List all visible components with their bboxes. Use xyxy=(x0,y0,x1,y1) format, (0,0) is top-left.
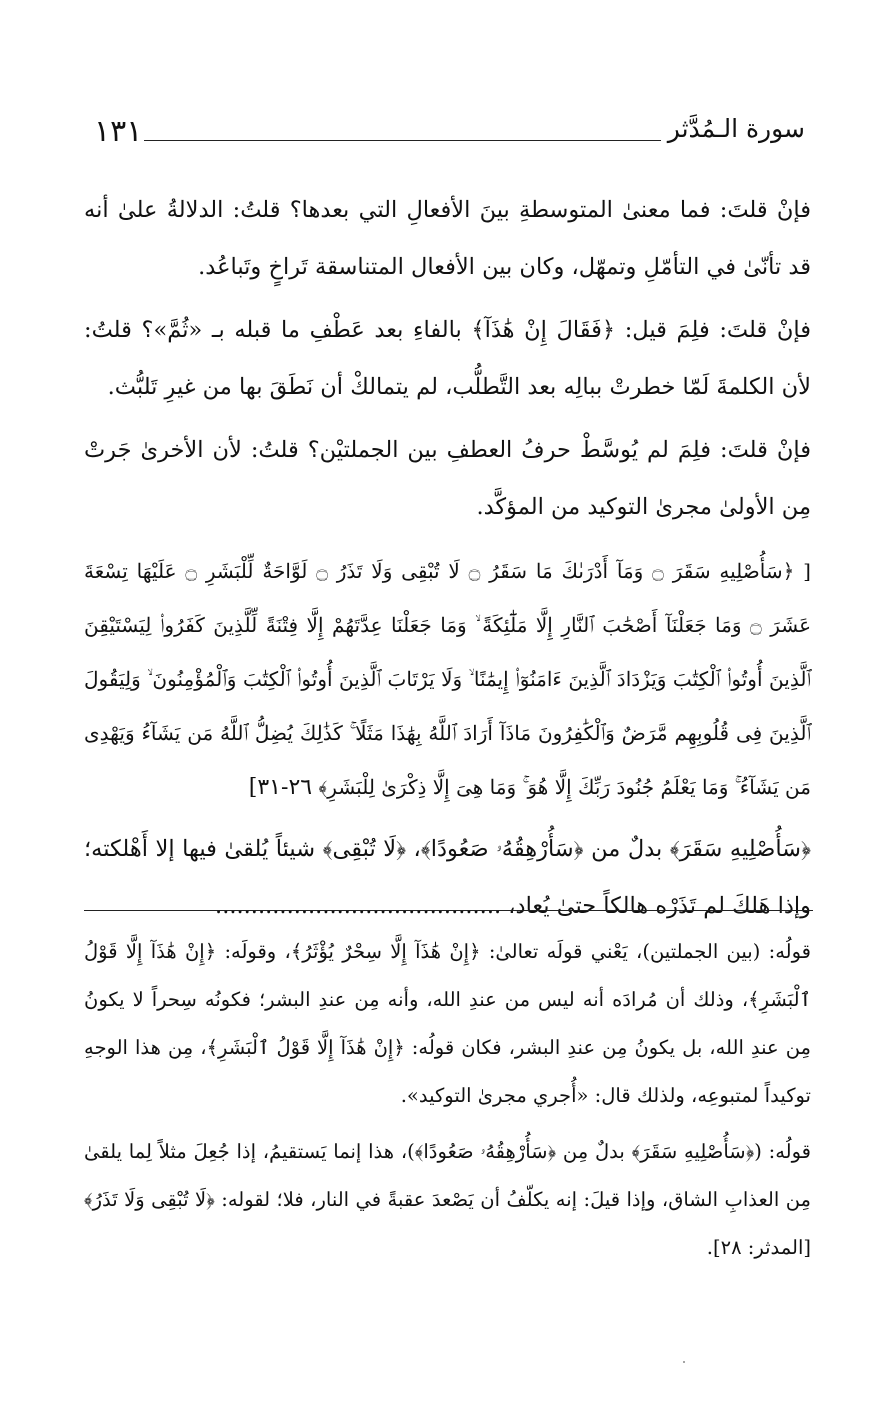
paper-speck xyxy=(683,1361,685,1363)
main-text xyxy=(84,182,811,941)
page-header xyxy=(86,108,811,158)
paragraph-1: فإنْ قلتَ: فما معنىٰ المتوسطةِ بينَ الأفعالِ التي بعدها؟ قلتُ: الدلالةُ علىٰ أنه قد تأنّىٰ في التأمّلِ وتمهّل، وكان بين الأفعال المتناسقة تَراخٍ وتَباعُد. xyxy=(84,197,811,280)
paragraph-4 xyxy=(84,821,811,935)
header-rule xyxy=(144,140,661,141)
quran-text: [ ﴿سَأُصْلِيهِ سَقَرَ ۝ وَمَآ أَدْرَىٰكَ مَا سَقَرُ ۝ لَا تُبْقِى وَلَا تَذَرُ ۝ لَوَّاحَةٌ لِّلْبَشَرِ ۝ عَلَيْهَا تِسْعَةَ عَشَرَ ۝ وَمَا جَعَلْنَآ أَصْحَٰبَ ٱلنَّارِ إِلَّا مَلَٰٓئِكَةً ۙ وَمَا جَعَلْنَا عِدَّتَهُمْ إِلَّا فِتْنَةً لِّلَّذِينَ كَفَرُوا۟ لِيَسْتَيْقِنَ ٱلَّذِينَ أُوتُوا۟ ٱلْكِتَٰبَ وَيَزْدَادَ ٱلَّذِينَ ءَامَنُوٓا۟ إِيمَٰنًا ۙ وَلَا يَرْتَابَ ٱلَّذِينَ أُوتُوا۟ ٱلْكِتَٰبَ وَٱلْمُؤْمِنُونَ ۙ وَلِيَقُولَ ٱلَّذِينَ فِى قُلُوبِهِم مَّرَضٌ وَٱلْكَٰفِرُونَ مَاذَآ أَرَادَ ٱللَّهُ بِهَٰذَا مَثَلًا ۚ كَذَٰلِكَ يُضِلُّ ٱللَّهُ مَن يَشَآءُ وَيَهْدِى مَن يَشَآءُ ۚ وَمَا يَعْلَمُ جُنُودَ رَبِّكَ إِلَّا هُوَ ۚ وَمَا هِىَ إِلَّا ذِكْرَىٰ لِلْبَشَرِ﴾ xyxy=(84,559,812,799)
footnote-2: قولُه: (﴿سَأُصْلِيهِ سَقَرَ﴾ بدلٌ مِن ﴿سَأُرْهِقُهُۥ صَعُودًا﴾)، هذا إنما يَستقيمُ، إذا جُعِلَ مثلاً لِما يلقىٰ مِن العذابِ الشاق، وإذا قيلَ: إنه يكلّفُ أن يَصْعدَ عقبةً في النار، فلا؛ لقوله: ﴿لَا تُبْقِى وَلَا تَذَرُ﴾ [المدثر: ٢٨]. xyxy=(84,1140,811,1259)
paragraph-2: فإنْ قلتَ: فلِمَ قيل: ﴿فَقَالَ إِنْ هَٰذَآ﴾ بالفاءِ بعد عَطْفِ ما قبله بـ «ثُمَّ»؟ قلتُ: لأن الكلمةَ لَمّا خطرتْ ببالِه بعد التَّطلُّب، لم يتمالكْ أن نَطَقَ بها من غيرِ تَلبُّث. xyxy=(84,317,811,400)
footnote-1: قولُه: (بين الجملتين)، يَعْني قولَه تعالىٰ: ﴿إِنْ هَٰذَآ إِلَّا سِحْرٌ يُؤْثَرُ﴾، وقولَه: ﴿إِنْ هَٰذَآ إِلَّا قَوْلُ ٱلْبَشَرِ﴾، وذلك أن مُرادَه أنه ليس من عندِ الله، وأنه مِن عندِ البشر؛ فكونُه سِحراً لا يكونُ مِن عندِ الله، بل يكونُ مِن عندِ البشر، فكان قولُه: ﴿إِنْ هَٰذَآ إِلَّا قَوْلُ ٱلْبَشَرِ﴾، مِن هذا الوجهِ توكيداً لمتبوعِه، ولذلك قال: «أُجري مجرىٰ التوكيد». xyxy=(84,940,811,1107)
paragraph-4-text: ﴿سَأُصْلِيهِ سَقَرَ﴾ بدلٌ من ﴿سَأُرْهِقُهُۥ صَعُودًا﴾، ﴿لَا تُبْقِى﴾ شيئاً يُلقىٰ فيها إلا أَهْلكته؛ وإذا هَلكَ لم تَذَرْه هالكاً حتىٰ يُعاد، xyxy=(84,836,811,919)
paragraph-4-ellipsis: ........................................ xyxy=(215,893,502,919)
footnote-divider xyxy=(84,910,813,911)
quran-reference: ٢٦-٣١] xyxy=(248,775,313,800)
paragraph-3: فإنْ قلتَ: فلِمَ لم يُوسَّطْ حرفُ العطفِ بين الجملتيْن؟ قلتُ: لأن الأخرىٰ جَرتْ مِن الأولىٰ مجرىٰ التوكيد من المؤكَّد. xyxy=(84,437,811,520)
page-number: ١٣١ xyxy=(94,114,143,149)
surah-title: سورة الـمُدَّثر xyxy=(667,114,805,143)
footnotes xyxy=(84,928,811,1280)
quran-verses xyxy=(84,544,811,815)
